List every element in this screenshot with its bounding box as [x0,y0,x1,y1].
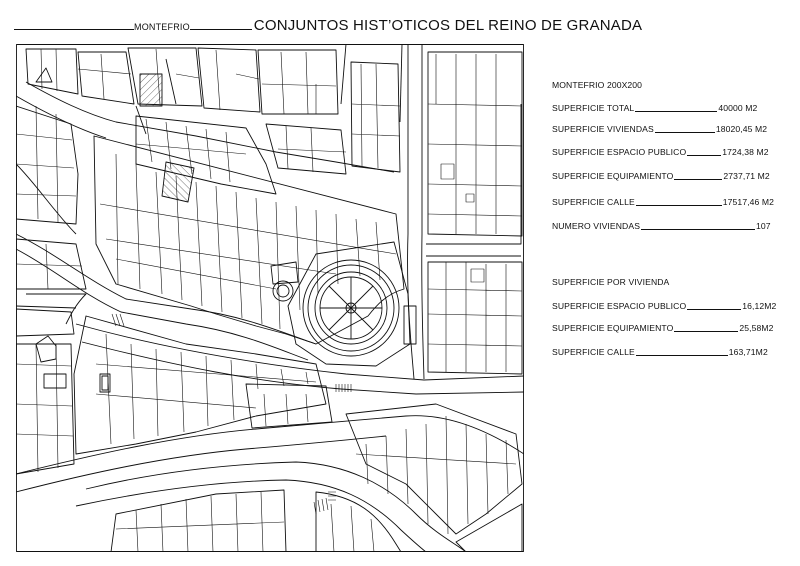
stat-value: 17517,46 M2 [722,197,775,207]
stat-row [552,198,774,207]
stat-label: SUPERFICIE TOTAL [552,103,635,113]
stat-row [552,172,770,181]
stat-value: 40000 M2 [718,103,758,113]
stat-value: 2737,71 M2 [723,171,770,181]
stat-label: SUPERFICIE EQUIPAMIENTO [552,171,674,181]
round-church [271,242,416,366]
per-dwelling-row [552,302,776,311]
church-rose-window [320,277,382,339]
stat-label: NUMERO VIVIENDAS [552,221,641,231]
stat-value: 163,71M2 [728,347,768,357]
page-title: CONJUNTOS HIST’OTICOS DEL REINO DE GRANADA [253,17,643,34]
stat-value: 18020,45 M2 [715,124,768,134]
stat-label: SUPERFICIE ESPACIO PUBLICO [552,301,687,311]
town-name: MONTEFRIO [134,22,190,32]
panel-heading: MONTEFRIO 200X200 [552,80,643,90]
hatched-plaza [162,162,194,202]
stat-row [552,222,771,231]
per-dwelling-row [552,324,774,333]
stat-value: 107 [756,221,771,231]
title-rule-right [190,29,252,30]
stat-row [552,148,769,157]
map-drawing [16,44,524,552]
street-network [16,44,524,552]
stat-label: SUPERFICIE CALLE [552,347,635,357]
stat-label: SUPERFICIE EQUIPAMIENTO [552,323,674,333]
stat-label: SUPERFICIE ESPACIO PUBLICO [552,147,687,157]
stat-value: 16,12M2 [742,301,777,311]
hatched-plaza [140,74,162,106]
stat-row [552,104,757,113]
stat-value: 25,58M2 [739,323,774,333]
per-dwelling-row [552,348,768,357]
per-dwelling-heading: SUPERFICIE POR VIVIENDA [552,277,670,287]
map-frame [17,45,524,552]
stat-value: 1724,38 M2 [722,147,769,157]
title-rule-left [14,29,134,30]
page-header [14,17,642,41]
stat-row [552,125,767,134]
stat-label: SUPERFICIE VIVIENDAS [552,124,654,134]
urban-plan-map [16,44,524,552]
stat-label: SUPERFICIE CALLE [552,197,635,207]
